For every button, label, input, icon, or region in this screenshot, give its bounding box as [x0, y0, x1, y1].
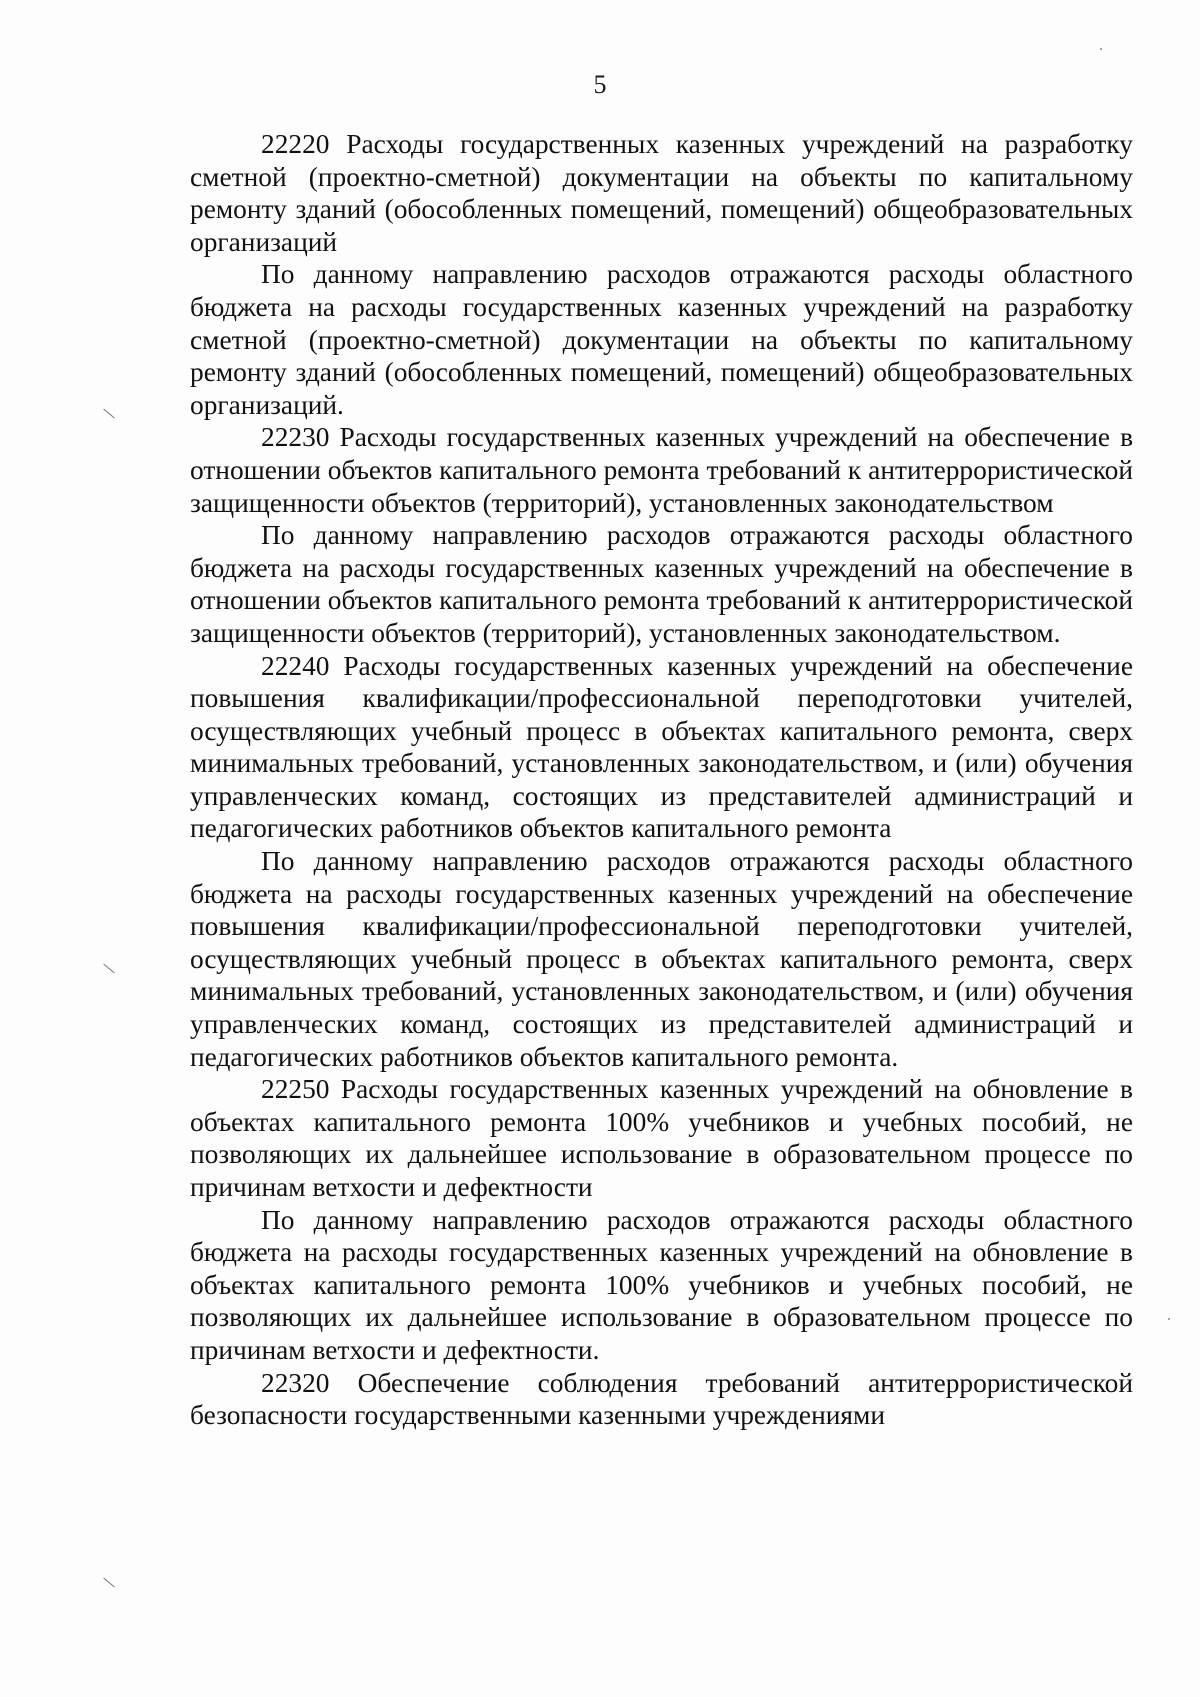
scan-artifact-mark [103, 964, 114, 974]
paragraph-22230-heading: 22230 Расходы государственных казенных учреждений на обеспечение в отношении объектов капитального ремонта требований к антитеррористической защищенности объектов (территорий), установленных законодательством [190, 422, 1133, 518]
scan-artifact-dot [1168, 1318, 1170, 1320]
paragraph-22250-description: По данному направлению расходов отражаются расходы областного бюджета на расходы государственных казенных учреждений на обновление в объектах капитального ремонта 100% учебников и учебных пособий, не позволяющих их дальнейшее использование в образовательном процессе по причинам ветхости и дефектности. [190, 1204, 1133, 1365]
paragraph-22240-heading: 22240 Расходы государственных казенных учреждений на обеспечение повышения квалификации/профессиональной переподготовки учителей, осуществляющих учебный процесс в объектах капитального ремонта, сверх минимальных требований, установленных законодательством, и (или) обучения управленческих команд, состоящих из представителей администраций и педагогических работников объектов капитального ремонта [190, 650, 1133, 844]
paragraph-22220-heading: 22220 Расходы государственных казенных учреждений на разработку сметной (проектно-сметной) документации на объекты по капитальному ремонту зданий (обособленных помещений, помещений) общеобразовательных организаций [190, 129, 1133, 257]
paragraph-22250-heading: 22250 Расходы государственных казенных учреждений на обновление в объектах капитального ремонта 100% учебников и учебных пособий, не позволяющих их дальнейшее использование в образовательном процессе по причинам ветхости и дефектности [190, 1074, 1133, 1202]
scan-artifact-mark [103, 409, 114, 419]
scan-artifact-dot [1100, 48, 1102, 50]
document-body [190, 128, 1133, 1432]
paragraph-22230-description: По данному направлению расходов отражаются расходы областного бюджета на расходы государственных казенных учреждений на обеспечение в отношении объектов капитального ремонта требований к антитеррористической защищенности объектов (территорий), установленных законодательством. [190, 520, 1133, 648]
page-number: 5 [593, 70, 607, 99]
paragraph-22240-description: По данному направлению расходов отражаются расходы областного бюджета на расходы государственных казенных учреждений на обеспечение повышения квалификации/профессиональной переподготовки учителей, осуществляющих учебный процесс в объектах капитального ремонта, сверх минимальных требований, установленных законодательством, и (или) обучения управленческих команд, состоящих из представителей администраций и педагогических работников объектов капитального ремонта. [190, 846, 1133, 1072]
scan-artifact-mark [103, 1578, 114, 1588]
paragraph-22320-heading: 22320 Обеспечение соблюдения требований антитеррористической безопасности государственными казенными учреждениями [190, 1367, 1133, 1431]
paragraph-22220-description: По данному направлению расходов отражаются расходы областного бюджета на расходы государственных казенных учреждений на разработку сметной (проектно-сметной) документации на объекты по капитальному ремонту зданий (обособленных помещений, помещений) общеобразовательных организаций. [190, 259, 1133, 420]
